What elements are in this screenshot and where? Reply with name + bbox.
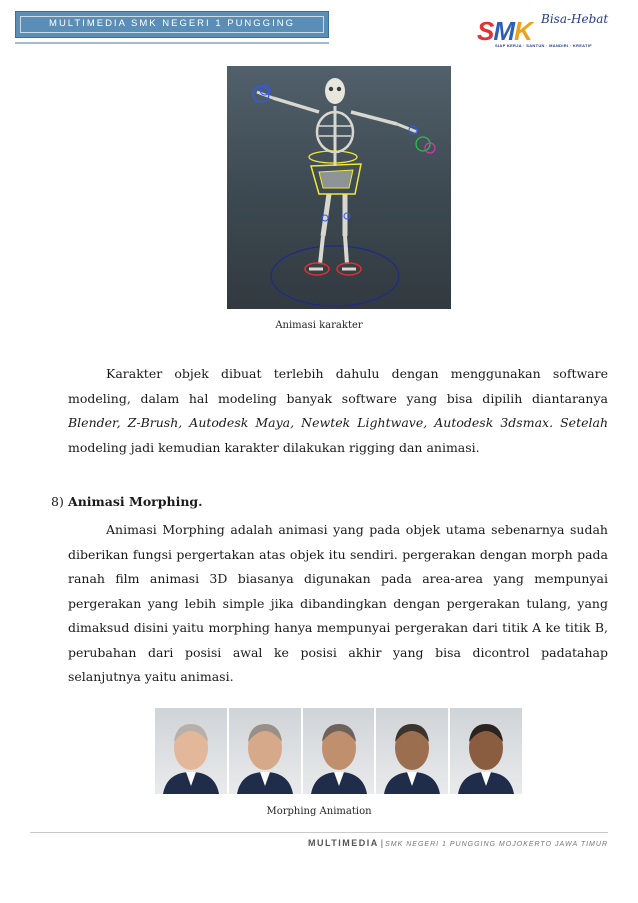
logo-script: Bisa-Hebat	[541, 12, 609, 26]
school-logo	[477, 12, 612, 50]
footer-separator: |	[380, 838, 384, 848]
footer-divider	[30, 832, 608, 833]
section-title: Animasi Morphing.	[68, 494, 203, 509]
paragraph-line: Animasi Morphing adalah animasi yang pada objek utama sebenarnya sudah	[106, 522, 608, 537]
paragraph-morphing-description	[68, 518, 608, 690]
morph-frame	[229, 708, 301, 794]
section-heading-morphing	[51, 494, 203, 509]
paragraph-character-modeling	[68, 362, 608, 460]
morphing-animation-image	[155, 708, 522, 794]
paragraph-line: ranah film animasi 3D biasanya digunakan pada area-area yang mempunyai	[68, 571, 608, 586]
logo-tagline: SIAP KERJA · SANTUN · MANDIRI · KREATIF	[495, 43, 592, 48]
footer-primary: MULTIMEDIA	[307, 838, 379, 848]
paragraph-line: diberikan fungsi pergertakan atas objek itu sendiri. pergerakan dengan morph pada	[68, 546, 608, 562]
logo-wordmark: SMK	[477, 16, 532, 46]
paragraph-line: modeling, dalam hal modeling banyak software yang bisa dipilih diantaranya	[68, 390, 608, 406]
morph-frame	[155, 708, 227, 794]
paragraph-line: Karakter objek dibuat terlebih dahulu dengan menggunakan software	[106, 366, 608, 381]
morph-frame	[376, 708, 448, 794]
figure-2-caption: Morphing Animation	[266, 806, 372, 817]
character-animation-image	[227, 66, 451, 309]
header-banner-text: MULTIMEDIA SMK NEGERI 1 PUNGGING	[49, 18, 295, 29]
paragraph-line: dimaksud disini yaitu morphing hanya mempunyai pergerakan dari titik A ke titik B,	[68, 620, 608, 635]
skeleton-rig-illustration	[227, 66, 451, 309]
footer-secondary: SMK NEGERI 1 PUNGGING MOJOKERTO JAWA TIMUR	[385, 841, 608, 848]
paragraph-line: selanjutnya yaitu animasi.	[68, 669, 234, 684]
page-footer	[308, 838, 608, 848]
figure-1-caption: Animasi karakter	[275, 320, 363, 331]
paragraph-line: perubahan dari posisi awal ke posisi akhir yang bisa dicontrol padatahap	[68, 644, 608, 660]
section-number: 8)	[51, 494, 64, 509]
paragraph-line: modeling jadi kemudian karakter dilakukan rigging dan animasi.	[68, 439, 480, 455]
header-banner	[15, 11, 329, 38]
morph-frame	[303, 708, 375, 794]
morph-frame	[450, 708, 522, 794]
paragraph-line: Blender, Z-Brush, Autodesk Maya, Newtek Lightwave, Autodesk 3dsmax. Setelah	[68, 415, 608, 430]
paragraph-line: pergerakan yang lebih simple jika dibandingkan dengan pergerakan tulang, yang	[68, 595, 608, 611]
header-underline	[15, 42, 329, 44]
